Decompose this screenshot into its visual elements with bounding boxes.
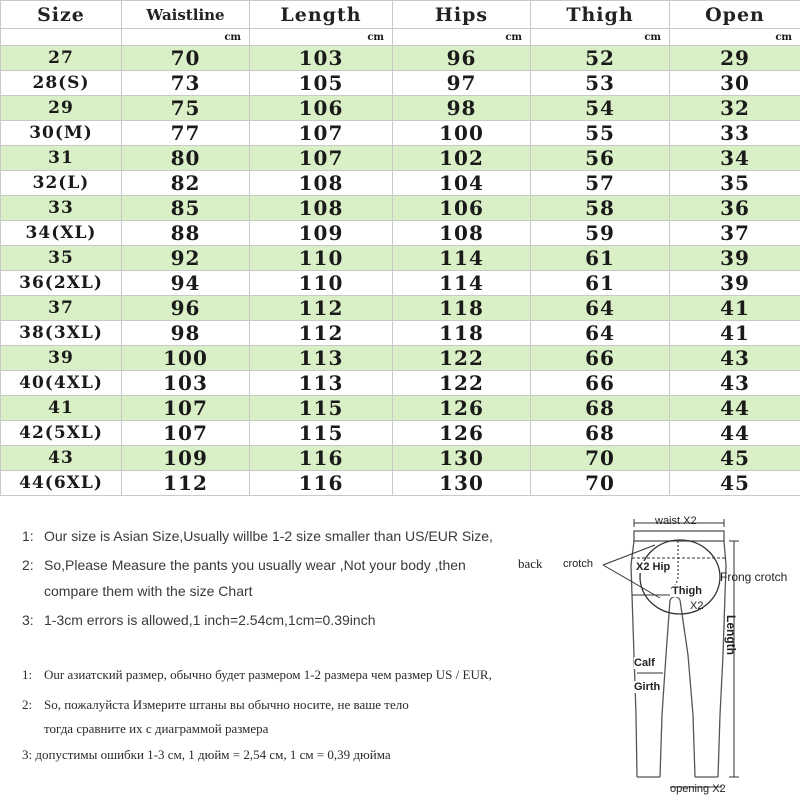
cell-length: 113: [250, 371, 393, 396]
note-en-1: 1: Our size is Asian Size,Usually willbe 1-2 size smaller than US/EUR Size,: [22, 528, 493, 544]
cell-length: 103: [250, 46, 393, 71]
cell-thigh: 68: [531, 421, 670, 446]
cell-length: 109: [250, 221, 393, 246]
crotch-seam: [670, 597, 680, 601]
label-opening: opening X2: [670, 783, 726, 795]
note-ru-2-cont: тогда сравните их с диаграммой размера: [44, 721, 269, 736]
cell-waistline: 107: [122, 396, 250, 421]
table-row: [1, 146, 800, 171]
unit-waistline: cm: [122, 29, 250, 46]
table-row: [1, 321, 800, 346]
cell-waistline: 103: [122, 371, 250, 396]
cell-size: 31: [1, 146, 122, 171]
cell-thigh: 55: [531, 121, 670, 146]
cell-waistline: 92: [122, 246, 250, 271]
pants-outline: [510, 505, 800, 800]
cell-thigh: 52: [531, 46, 670, 71]
table-row: [1, 271, 800, 296]
cell-hips: 126: [393, 396, 531, 421]
cell-length: 108: [250, 171, 393, 196]
cell-open: 45: [670, 471, 800, 496]
header-size: Size: [1, 1, 122, 29]
cell-open: 33: [670, 121, 800, 146]
cell-hips: 122: [393, 346, 531, 371]
cell-size: 43: [1, 446, 122, 471]
cell-open: 41: [670, 321, 800, 346]
cell-hips: 98: [393, 96, 531, 121]
cell-open: 36: [670, 196, 800, 221]
cell-size: 27: [1, 46, 122, 71]
cell-length: 108: [250, 196, 393, 221]
cell-waistline: 96: [122, 296, 250, 321]
cell-hips: 104: [393, 171, 531, 196]
fly-seam: [670, 541, 678, 589]
note-en-2: 2: So,Please Measure the pants you usually wear ,Not your body ,then: [22, 557, 466, 573]
cell-waistline: 88: [122, 221, 250, 246]
cell-open: 32: [670, 96, 800, 121]
cell-size: 29: [1, 96, 122, 121]
cell-size: 28(S): [1, 71, 122, 96]
cell-hips: 106: [393, 196, 531, 221]
table-row: [1, 296, 800, 321]
header-waistline: Waistline: [122, 1, 250, 29]
cell-length: 116: [250, 446, 393, 471]
cell-size: 42(5XL): [1, 421, 122, 446]
cell-size: 36(2XL): [1, 271, 122, 296]
cell-length: 115: [250, 421, 393, 446]
cell-length: 107: [250, 146, 393, 171]
cell-open: 45: [670, 446, 800, 471]
cell-size: 38(3XL): [1, 321, 122, 346]
size-rows: [1, 46, 800, 496]
table-row: [1, 346, 800, 371]
cell-length: 115: [250, 396, 393, 421]
cell-waistline: 109: [122, 446, 250, 471]
cell-waistline: 85: [122, 196, 250, 221]
label-thigh-x2: X2: [690, 600, 704, 612]
cell-waistline: 77: [122, 121, 250, 146]
cell-thigh: 54: [531, 96, 670, 121]
pants-measurement-diagram: [510, 505, 800, 800]
table-row: [1, 421, 800, 446]
unit-size: [1, 29, 122, 46]
cell-hips: 118: [393, 321, 531, 346]
label-thigh: Thigh: [672, 585, 702, 597]
cell-size: 40(4XL): [1, 371, 122, 396]
cell-hips: 126: [393, 421, 531, 446]
table-row: [1, 171, 800, 196]
header-thigh: Thigh: [531, 1, 670, 29]
cell-hips: 97: [393, 71, 531, 96]
label-hip: X2 Hip: [636, 561, 671, 573]
cell-length: 112: [250, 296, 393, 321]
cell-waistline: 73: [122, 71, 250, 96]
table-row: [1, 71, 800, 96]
cell-hips: 108: [393, 221, 531, 246]
table-row: [1, 96, 800, 121]
cell-open: 35: [670, 171, 800, 196]
cell-thigh: 68: [531, 396, 670, 421]
label-girth: Girth: [634, 681, 661, 693]
cell-thigh: 57: [531, 171, 670, 196]
cell-hips: 118: [393, 296, 531, 321]
cell-waistline: 75: [122, 96, 250, 121]
cell-waistline: 112: [122, 471, 250, 496]
label-back: back: [518, 556, 543, 571]
cell-waistline: 82: [122, 171, 250, 196]
cell-open: 34: [670, 146, 800, 171]
note-en-3: 3: 1-3cm errors is allowed,1 inch=2.54cm,1cm=0.39inch: [22, 612, 376, 628]
cell-size: 34(XL): [1, 221, 122, 246]
cell-hips: 130: [393, 471, 531, 496]
unit-thigh: cm: [531, 29, 670, 46]
cell-waistline: 70: [122, 46, 250, 71]
table-row: [1, 196, 800, 221]
cell-length: 110: [250, 271, 393, 296]
label-waist: waist X2: [655, 515, 697, 527]
cell-size: 39: [1, 346, 122, 371]
label-calf: Calf: [634, 657, 655, 669]
cell-length: 105: [250, 71, 393, 96]
label-length: Length: [724, 615, 738, 655]
cell-size: 30(M): [1, 121, 122, 146]
cell-thigh: 70: [531, 471, 670, 496]
cell-size: 41: [1, 396, 122, 421]
cell-open: 30: [670, 71, 800, 96]
left-leg-inner: [660, 600, 670, 777]
cell-length: 107: [250, 121, 393, 146]
table-row: [1, 371, 800, 396]
cell-open: 43: [670, 346, 800, 371]
cell-hips: 100: [393, 121, 531, 146]
cell-length: 110: [250, 246, 393, 271]
header-length: Length: [250, 1, 393, 29]
label-crotch: crotch: [563, 558, 593, 570]
cell-size: 32(L): [1, 171, 122, 196]
right-leg-inner: [680, 600, 695, 777]
cell-size: 44(6XL): [1, 471, 122, 496]
cell-waistline: 107: [122, 421, 250, 446]
cell-waistline: 94: [122, 271, 250, 296]
table-row: [1, 46, 800, 71]
table-row: [1, 446, 800, 471]
unit-hips: cm: [393, 29, 531, 46]
cell-length: 106: [250, 96, 393, 121]
cell-open: 43: [670, 371, 800, 396]
cell-thigh: 53: [531, 71, 670, 96]
note-en-2-cont: compare them with the size Chart: [44, 583, 253, 599]
unit-open: cm: [670, 29, 800, 46]
cell-hips: 122: [393, 371, 531, 396]
table-row: [1, 396, 800, 421]
cell-thigh: 66: [531, 371, 670, 396]
cell-thigh: 59: [531, 221, 670, 246]
cell-thigh: 56: [531, 146, 670, 171]
note-ru-3: 3: допустимы ошибки 1-3 см, 1 дюйм = 2,54 см, 1 см = 0,39 дюйма: [22, 747, 391, 762]
cell-length: 113: [250, 346, 393, 371]
cell-length: 112: [250, 321, 393, 346]
cell-thigh: 66: [531, 346, 670, 371]
cell-thigh: 58: [531, 196, 670, 221]
cell-open: 37: [670, 221, 800, 246]
header-open: Open: [670, 1, 800, 29]
cell-open: 39: [670, 246, 800, 271]
cell-open: 39: [670, 271, 800, 296]
header-hips: Hips: [393, 1, 531, 29]
cell-hips: 114: [393, 271, 531, 296]
note-ru-2: 2: So, пожалуйста Измерите штаны вы обычно носите, не ваше тело: [22, 697, 409, 712]
cell-open: 44: [670, 421, 800, 446]
cell-length: 116: [250, 471, 393, 496]
table-row: [1, 221, 800, 246]
cell-hips: 130: [393, 446, 531, 471]
cell-hips: 114: [393, 246, 531, 271]
cell-size: 33: [1, 196, 122, 221]
cell-size: 35: [1, 246, 122, 271]
cell-thigh: 70: [531, 446, 670, 471]
cell-waistline: 80: [122, 146, 250, 171]
table-row: [1, 121, 800, 146]
header-row: [1, 1, 800, 29]
cell-open: 41: [670, 296, 800, 321]
cell-waistline: 100: [122, 346, 250, 371]
cell-thigh: 61: [531, 271, 670, 296]
cell-open: 44: [670, 396, 800, 421]
table-row: [1, 246, 800, 271]
cell-size: 37: [1, 296, 122, 321]
cell-hips: 102: [393, 146, 531, 171]
unit-row: [1, 29, 800, 46]
cell-open: 29: [670, 46, 800, 71]
unit-length: cm: [250, 29, 393, 46]
cell-hips: 96: [393, 46, 531, 71]
cell-thigh: 64: [531, 321, 670, 346]
label-frong-crotch: Frong crotch: [720, 570, 788, 584]
cell-thigh: 61: [531, 246, 670, 271]
table-row: [1, 471, 800, 496]
cell-waistline: 98: [122, 321, 250, 346]
cell-thigh: 64: [531, 296, 670, 321]
note-ru-1: 1: Our азиатский размер, обычно будет размером 1-2 размера чем размер US / EUR,: [22, 667, 492, 682]
